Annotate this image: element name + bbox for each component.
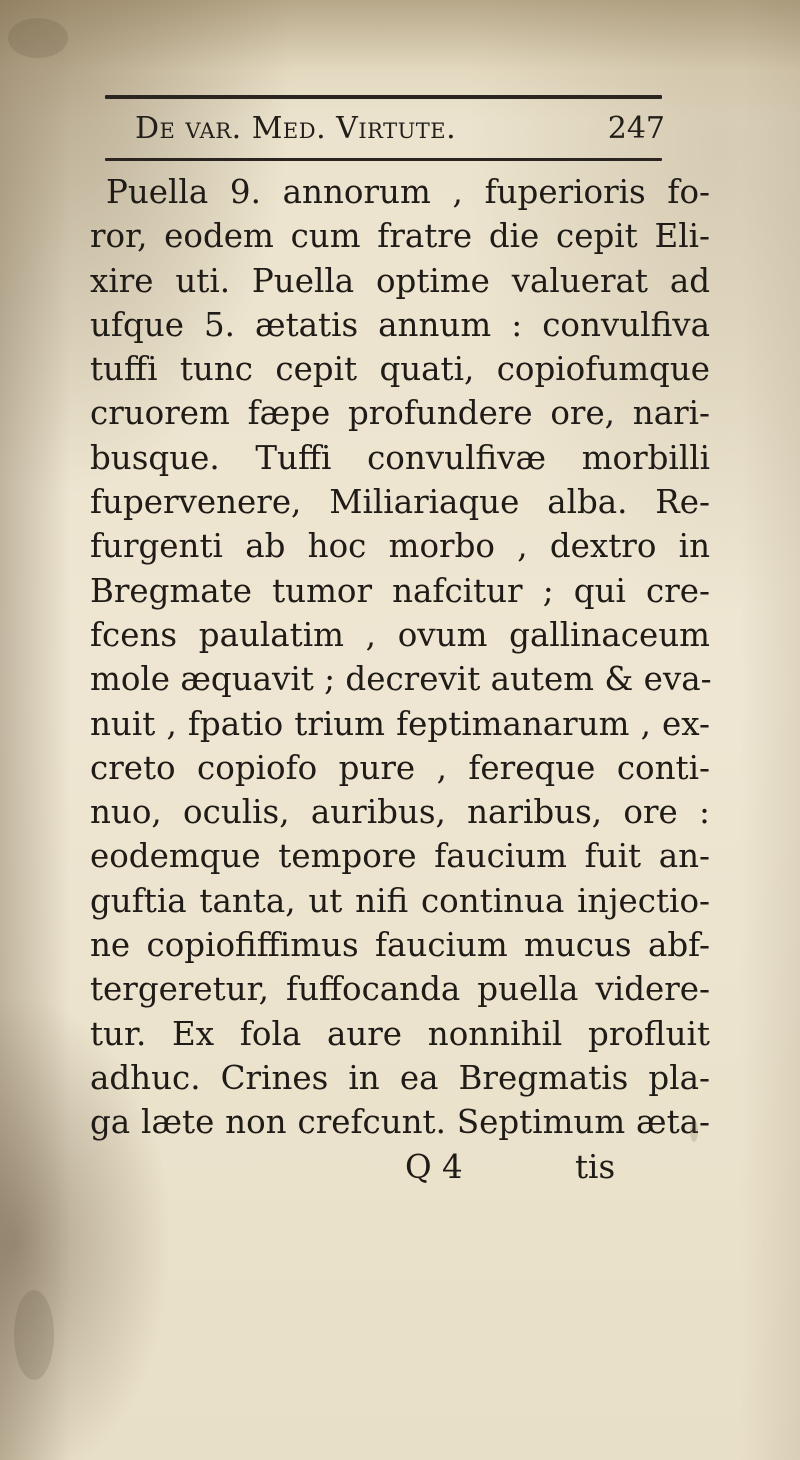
text-line: tuffi tunc cepit quati, copiofumque (90, 350, 710, 389)
paper-stain (14, 1290, 54, 1380)
page-top-shadow (0, 0, 800, 70)
text-line: guftia tanta, ut nifi continua injectio- (90, 881, 710, 920)
text-line: furgenti ab hoc morbo , dextro in (90, 527, 710, 566)
paper-stain (690, 1120, 698, 1142)
body-text (90, 170, 710, 1189)
text-line: Bregmate tumor nafcitur ; qui cre- (90, 571, 710, 610)
text-line: ufque 5. ætatis annum : convulfiva (90, 305, 710, 344)
paper-stain (8, 18, 68, 58)
text-line: nuit , fpatio trium feptimanarum , ex- (90, 704, 710, 743)
text-line: creto copiofo pure , fereque conti- (90, 748, 710, 787)
text-line: fupervenere, Miliariaque alba. Re- (90, 483, 710, 522)
text-line: busque. Tuffi convulfivæ morbilli (90, 438, 710, 477)
text-line: nuo, oculis, auribus, naribus, ore : (90, 793, 710, 832)
text-line: ror, eodem cum fratre die cepit Eli- (90, 217, 710, 256)
text-line: tergeretur, fuffocanda puella videre- (90, 970, 710, 1009)
header-rule-top (105, 95, 662, 99)
text-line: fcens paulatim , ovum gallinaceum (90, 615, 710, 654)
text-line: ga læte non crefcunt. Septimum æta- (90, 1103, 710, 1142)
text-line: cruorem fæpe profundere ore, nari- (90, 394, 710, 433)
text-line: ne copiofiffimus faucium mucus abf- (90, 926, 710, 965)
text-line: eodemque tempore faucium fuit an- (90, 837, 710, 876)
text-line: tur. Ex fola aure nonnihil profluit (90, 1014, 710, 1053)
running-head-title: De var. Med. Virtute. (135, 110, 457, 146)
page-number: 247 (607, 110, 665, 146)
footer-line (90, 1145, 710, 1189)
text-line: Puella 9. annorum , fuperioris fo- (106, 173, 710, 211)
signature-mark: Q 4 (405, 1147, 463, 1186)
text-line: xire uti. Puella optime valuerat ad (90, 261, 710, 300)
catchword: tis (575, 1147, 616, 1186)
text-line: mole æquavit ; decrevit autem & eva- (90, 660, 712, 699)
text-line: adhuc. Crines in ea Bregmatis pla- (90, 1058, 710, 1097)
running-head (135, 101, 665, 155)
header-rule-bottom (105, 158, 662, 161)
